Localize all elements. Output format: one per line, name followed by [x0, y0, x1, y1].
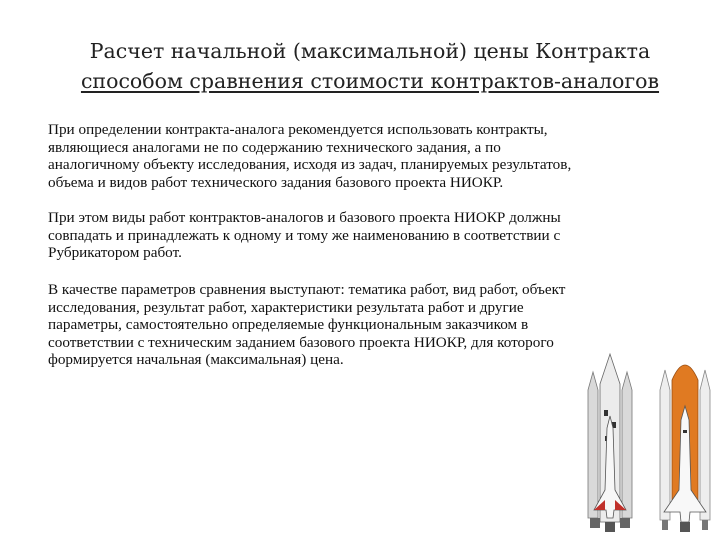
paragraph-line: являющиеся аналогами не по содержанию технического задания, а по [48, 138, 501, 156]
paragraph-line: При этом виды работ контрактов-аналогов и базового проекта НИОКР должны [48, 209, 561, 226]
paragraph-line: аналогичному объекту исследования, исходя из задач, планируемых результатов, [48, 156, 572, 174]
paragraph-comparison-params [48, 281, 565, 369]
paragraph-work-types [48, 209, 561, 262]
paragraph-line: исследования, результат работ, характеристики результата работ и другие [48, 298, 524, 316]
paragraph-line: В качестве параметров сравнения выступают: тематика работ, вид работ, объект [48, 281, 566, 298]
paragraph-line: параметры, самостоятельно определяемые функциональным заказчиком в [48, 316, 529, 334]
paragraph-line: соответствии с техническим заданием базового проекта НИОКР, для которого [48, 333, 554, 351]
paragraph-line: совпадать и принадлежать к одному и тому же наименованию в соответствии с [48, 226, 561, 244]
title-line-2: способом сравнения стоимости контрактов-аналогов [80, 69, 660, 93]
paragraph-line: формируется начальная (максимальная) цена. [48, 351, 344, 369]
title-line-1: Расчет начальной (максимальной) цены Контракта [89, 39, 651, 63]
paragraph-line: Рубрикатором работ. [48, 244, 182, 262]
slide-title [40, 36, 700, 96]
right-rocket-icon [660, 365, 710, 532]
rocket-shuttles-illustration [560, 350, 720, 540]
left-rocket-icon [588, 354, 632, 532]
paragraph-line: При определении контракта-аналога рекомендуется использовать контракты, [48, 121, 548, 138]
paragraph-line: объема и видов работ технического задания базового проекта НИОКР. [48, 173, 504, 191]
paragraph-analog-definition [48, 121, 571, 191]
